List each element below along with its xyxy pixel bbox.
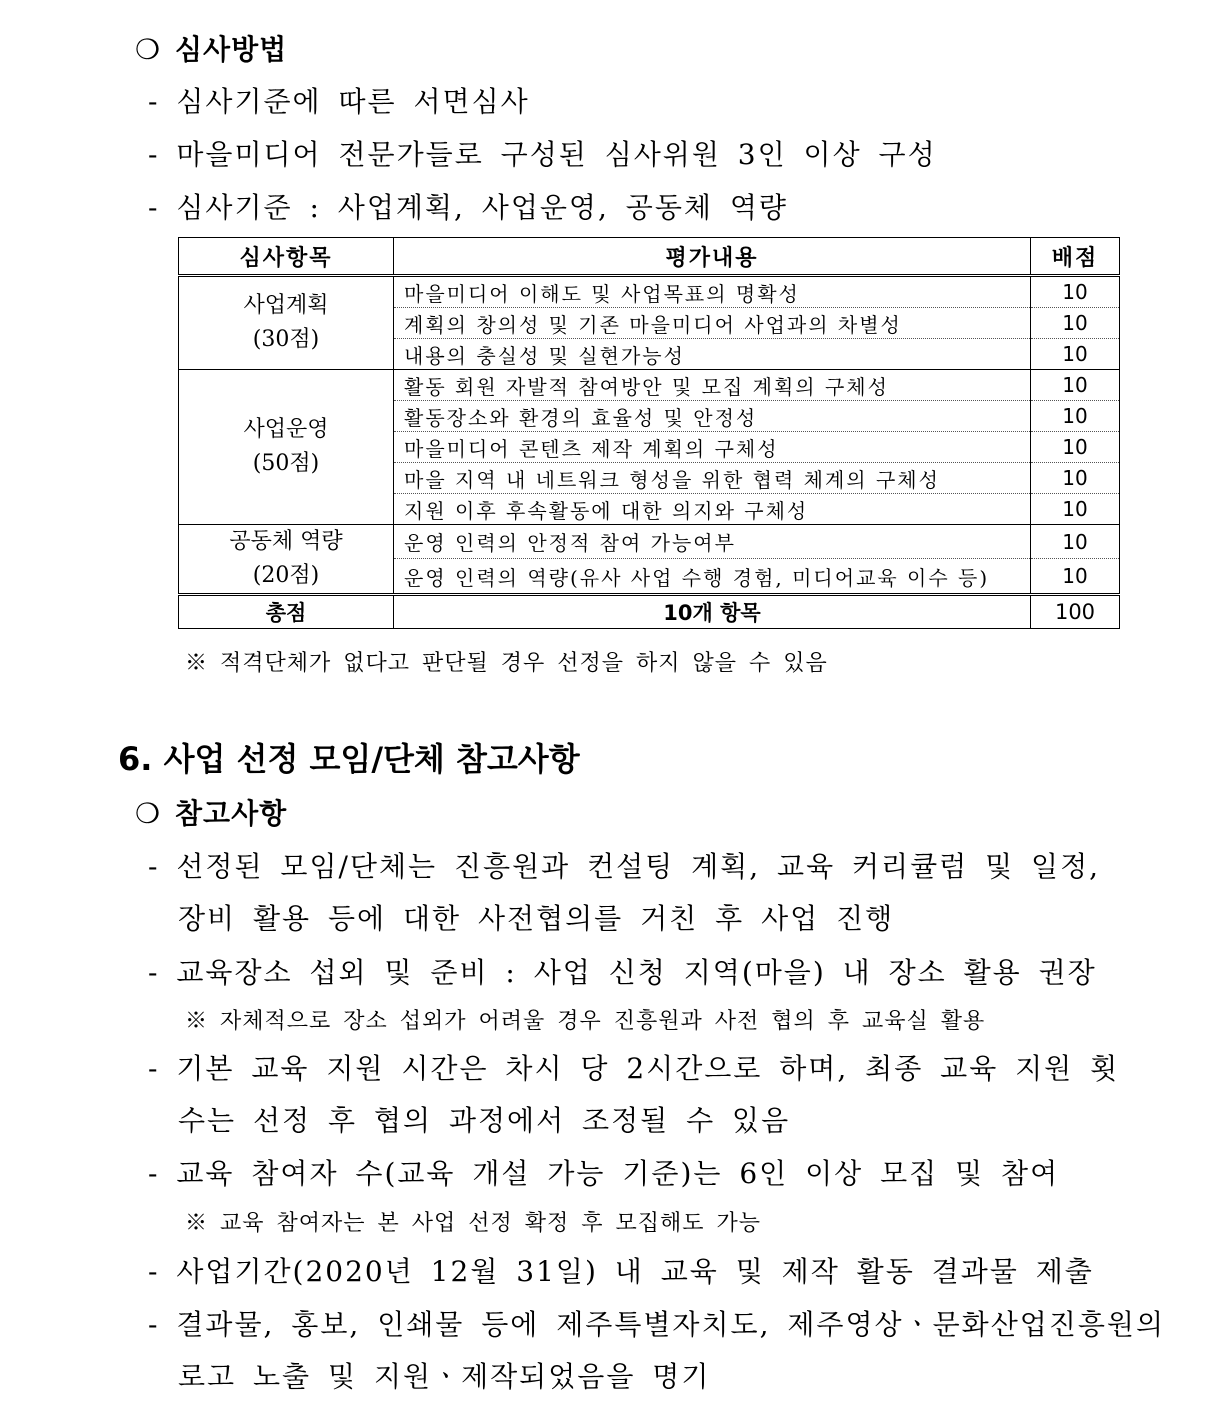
criteria-score: 10 [1031, 559, 1120, 595]
criteria-content: 운영 인력의 역량(유사 사업 수행 경험, 미디어교육 이수 등) [394, 559, 1031, 595]
circle-bullet-icon: ❍ [135, 797, 162, 830]
total-score: 100 [1031, 595, 1120, 629]
circle-bullet-icon: ❍ [135, 33, 162, 66]
review-criteria-table [178, 237, 1120, 629]
table-row [179, 276, 1120, 308]
reference-note: ※ 자체적으로 장소 섭외가 어려울 경우 진흥원과 사전 협의 후 교육실 활용 [185, 1009, 986, 1034]
criteria-content: 계획의 창의성 및 기존 마을미디어 사업과의 차별성 [394, 308, 1031, 339]
table-row [179, 370, 1120, 401]
criteria-score: 10 [1031, 308, 1120, 339]
table-header-row [179, 238, 1120, 276]
criteria-score: 10 [1031, 276, 1120, 308]
criteria-score: 10 [1031, 463, 1120, 494]
header-content: 평가내용 [394, 238, 1031, 276]
criteria-score: 10 [1031, 494, 1120, 525]
reference-item-continued: 로고 노출 및 지원ㆍ제작되었음을 명기 [178, 1360, 711, 1393]
criteria-content: 마을미디어 이해도 및 사업목표의 명확성 [394, 276, 1031, 308]
criteria-content: 마을 지역 내 네트워크 형성을 위한 협력 체계의 구체성 [394, 463, 1031, 494]
criteria-content: 활동장소와 환경의 효율성 및 안정성 [394, 401, 1031, 432]
category-cell: 사업계획 (30점) [179, 276, 394, 370]
table-total-row [179, 595, 1120, 629]
reference-item-continued: 장비 활용 등에 대한 사전협의를 거친 후 사업 진행 [178, 902, 895, 935]
reference-item: - 기본 교육 지원 시간은 차시 당 2시간으로 하며, 최종 교육 지원 횟 [148, 1052, 1120, 1085]
header-score: 배점 [1031, 238, 1120, 276]
criteria-score: 10 [1031, 370, 1120, 401]
reference-item: - 사업기간(2020년 12월 31일) 내 교육 및 제작 활동 결과물 제출 [148, 1255, 1094, 1288]
table-row [179, 525, 1120, 559]
total-content: 10개 항목 [394, 595, 1031, 629]
total-label: 총점 [179, 595, 394, 629]
review-method-item: - 심사기준에 따른 서면심사 [148, 85, 530, 118]
reference-item: - 교육장소 섭외 및 준비 : 사업 신청 지역(마을) 내 장소 활용 권장 [148, 956, 1097, 989]
table-note: ※ 적격단체가 없다고 판단될 경우 선정을 하지 않을 수 있음 [185, 651, 828, 676]
criteria-content: 지원 이후 후속활동에 대한 의지와 구체성 [394, 494, 1031, 525]
criteria-score: 10 [1031, 339, 1120, 370]
section-title: 6. 사업 선정 모임/단체 참고사항 [118, 740, 580, 778]
review-method-item: - 마을미디어 전문가들로 구성된 심사위원 3인 이상 구성 [148, 138, 937, 171]
reference-item: - 선정된 모임/단체는 진흥원과 컨설팅 계획, 교육 커리큘럼 및 일정, [148, 850, 1101, 883]
reference-heading: ❍ 참고사항 [135, 797, 288, 830]
reference-item: - 교육 참여자 수(교육 개설 가능 기준)는 6인 이상 모집 및 참여 [148, 1157, 1060, 1190]
reference-item-continued: 수는 선정 후 협의 과정에서 조정될 수 있음 [178, 1104, 791, 1137]
criteria-content: 활동 회원 자발적 참여방안 및 모집 계획의 구체성 [394, 370, 1031, 401]
category-cell: 사업운영 (50점) [179, 370, 394, 525]
criteria-score: 10 [1031, 401, 1120, 432]
criteria-score: 10 [1031, 432, 1120, 463]
criteria-content: 내용의 충실성 및 실현가능성 [394, 339, 1031, 370]
reference-note: ※ 교육 참여자는 본 사업 선정 확정 후 모집해도 가능 [185, 1211, 761, 1236]
criteria-score: 10 [1031, 525, 1120, 559]
reference-item: - 결과물, 홍보, 인쇄물 등에 제주특별자치도, 제주영상ㆍ문화산업진흥원의 [148, 1308, 1166, 1341]
header-category: 심사항목 [179, 238, 394, 276]
category-cell: 공동체 역량 (20점) [179, 525, 394, 595]
review-method-item: - 심사기준 : 사업계획, 사업운영, 공동체 역량 [148, 191, 788, 224]
criteria-content: 운영 인력의 안정적 참여 가능여부 [394, 525, 1031, 559]
criteria-content: 마을미디어 콘텐츠 제작 계획의 구체성 [394, 432, 1031, 463]
review-method-heading: ❍ 심사방법 [135, 33, 288, 66]
